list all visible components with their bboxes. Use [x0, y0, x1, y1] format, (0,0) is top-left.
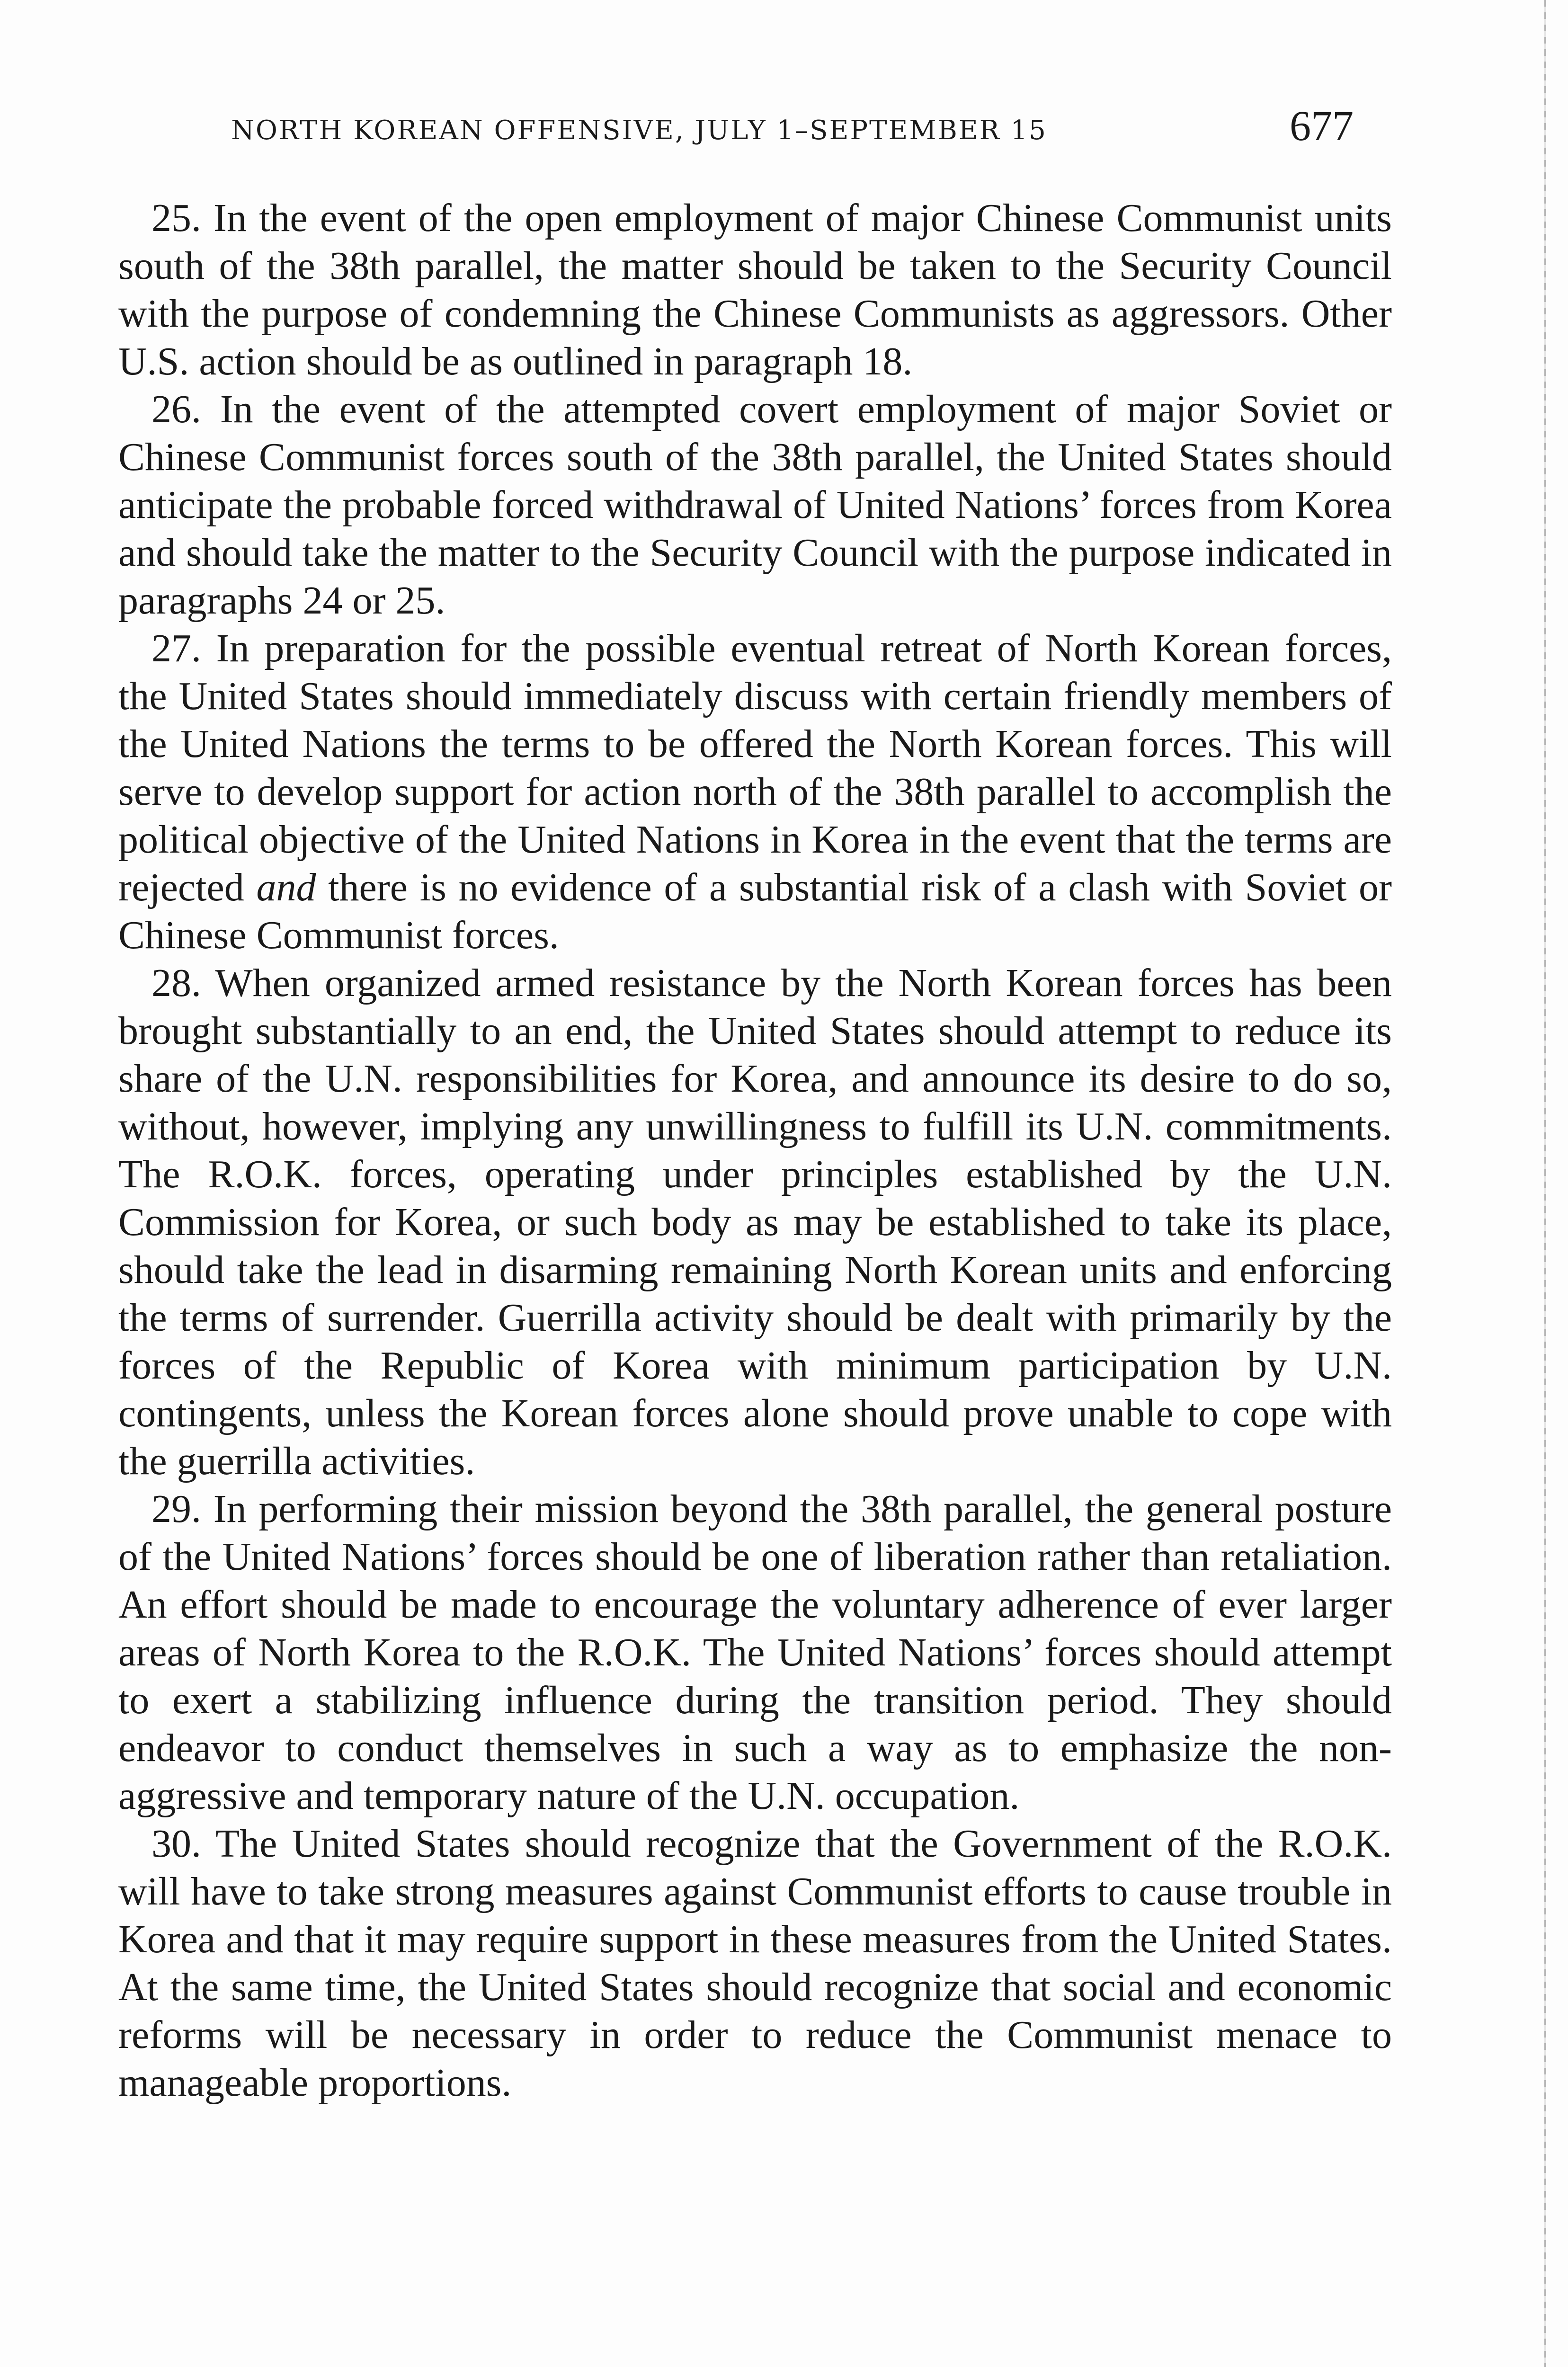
- paragraph-29: 29. In performing their mission beyond the 38th parallel, the general posture of the United Nations’ forces should be one of liberation rather than retaliation. An effort should be made to encourage the voluntary adherence of ever larger areas of North Korea to the R.O.K. The United Nations’ forces should attempt to exert a stabilizing influence during the transition period. They should endeavor to conduct themselves in such a way as to emphasize the non-aggressive and temporary nature of the U.N. occupation.: [118, 1487, 1392, 1818]
- running-head: NORTH KOREAN OFFENSIVE, JULY 1–SEPTEMBER 15: [231, 115, 1047, 146]
- paragraph-27-text-before: 27. In preparation for the possible eventual retreat of North Korean forces, the United States should immediately discuss with certain friendly members of the United Nations the terms to be offered the North Korean forces. This will serve to develop support for action north of the 38th parallel to accomplish the political objective of the United Nations in Korea in the event that the terms are rejected: [118, 626, 1392, 909]
- paragraph-27-emphasis: and: [256, 865, 316, 909]
- page-edge-line: [1544, 0, 1546, 2367]
- paragraph-30: 30. The United States should recognize that the Government of the R.O.K. will have to take strong measures against Communist efforts to cause trouble in Korea and that it may require support in these measures from the United States. At the same time, the United States should recognize that social and economic reforms will be necessary in order to reduce the Communist menace to manageable proportions.: [118, 1822, 1392, 2105]
- paragraph-26: 26. In the event of the attempted covert employment of major Soviet or Chinese Communist forces south of the 38th parallel, the United States should anticipate the probable forced withdrawal of United Nations’ forces from Korea and should take the matter to the Security Council with the purpose indicated in paragraphs 24 or 25.: [118, 387, 1392, 623]
- paragraph-25: 25. In the event of the open employment of major Chinese Communist units south of the 38th parallel, the matter should be taken to the Security Council with the purpose of condemning the Chinese Communists as aggressors. Other U.S. action should be as outlined in paragraph 18.: [118, 196, 1392, 383]
- paragraph-27-text-after: there is no evidence of a substantial risk of a clash with Soviet or Chinese Communist forces.: [118, 865, 1392, 957]
- page-number: 677: [1290, 103, 1354, 150]
- paragraph-27: [118, 624, 1392, 959]
- paragraph-28: 28. When organized armed resistance by the North Korean forces has been brought substantially to an end, the United States should attempt to reduce its share of the U.N. responsibilities for Korea, and announce its desire to do so, without, however, implying any unwillingness to fulfill its U.N. commitments. The R.O.K. forces, operating under principles established by the U.N. Commission for Korea, or such body as may be established to take its place, should take the lead in disarming remaining North Korean units and enforcing the terms of surrender. Guerrilla activity should be dealt with primarily by the forces of the Republic of Korea with minimum participation by U.N. contingents, unless the Korean forces alone should prove unable to cope with the guerrilla activities.: [118, 961, 1392, 1483]
- body-text: [118, 194, 1392, 2107]
